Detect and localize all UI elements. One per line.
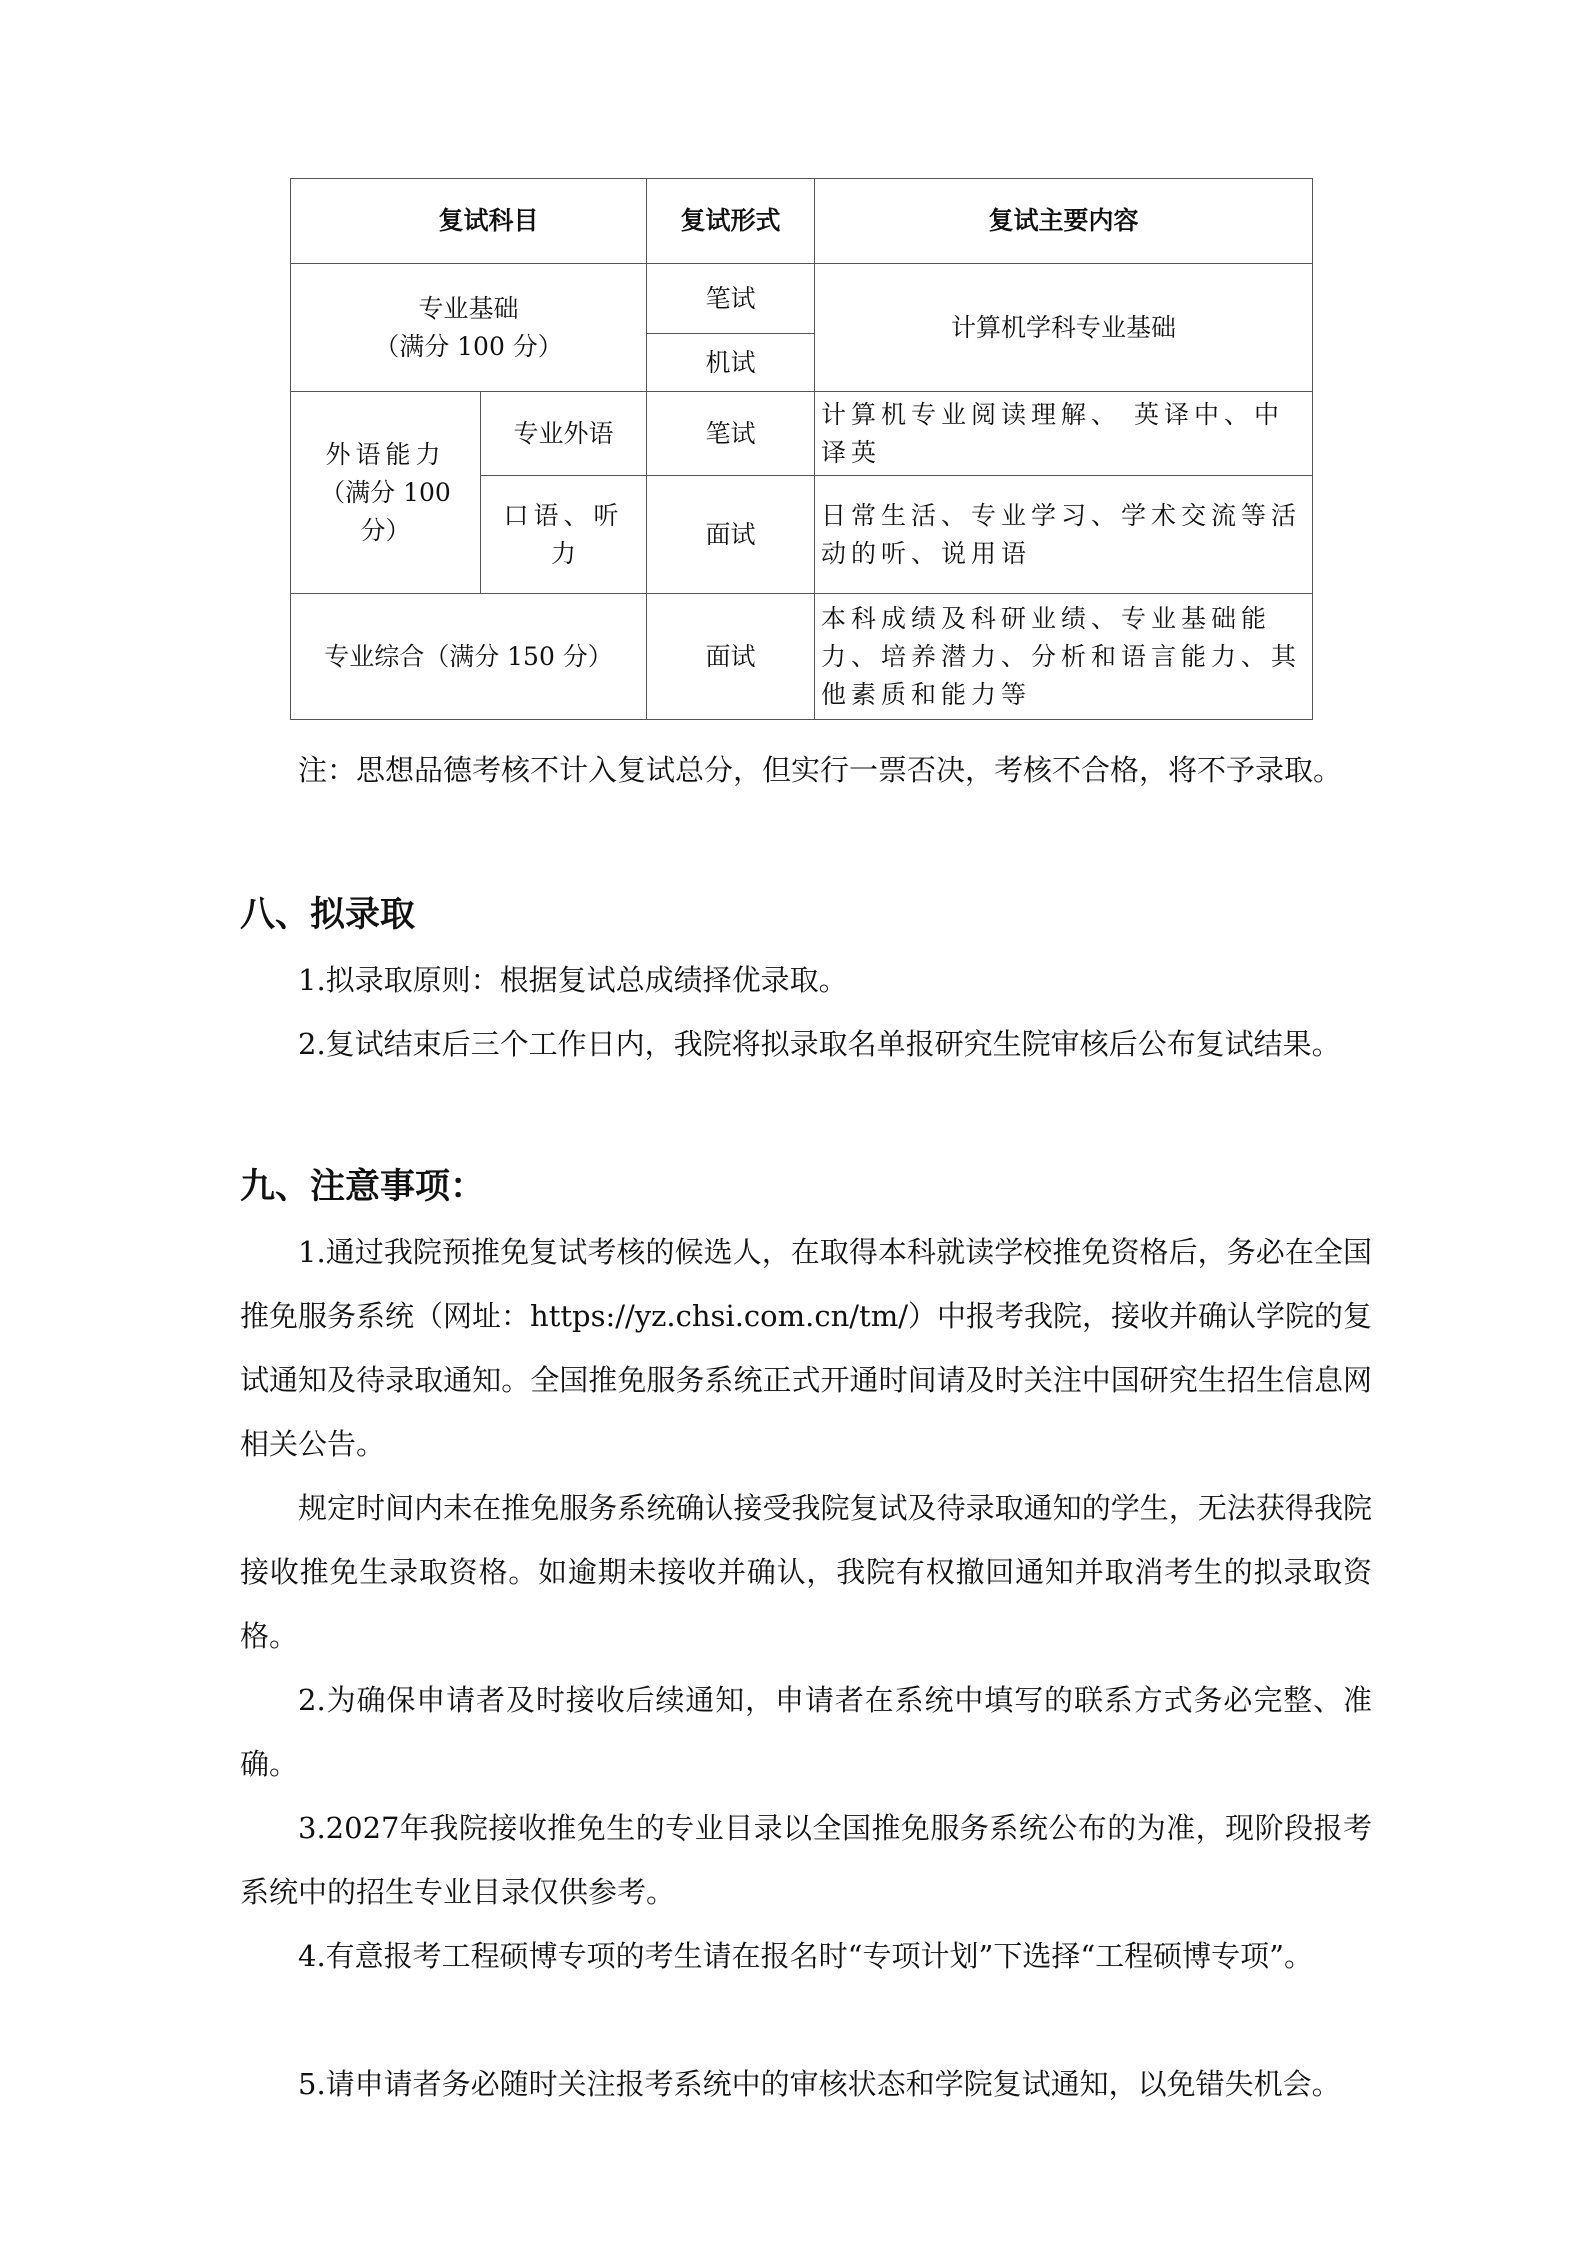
comprehensive-subject: 专业综合（满分 150 分）	[291, 594, 647, 720]
section9-item4: 4.有意报考工程硕博专项的考生请在报名时“专项计划”下选择“工程硕博专项”。	[298, 1939, 1313, 1973]
section8-item2: 2.复试结束后三个工作日内，我院将拟录取名单报研究生院审核后公布复试结果。	[298, 1027, 1341, 1061]
table-row	[291, 264, 1313, 334]
basic-form-written: 笔试	[647, 264, 815, 334]
header-subject: 复试科目	[291, 179, 647, 264]
language-sub1-form: 笔试	[647, 392, 815, 476]
language-sub2-name-cell	[481, 476, 647, 594]
basic-form-machine: 机试	[647, 334, 815, 392]
table-row	[291, 594, 1313, 720]
basic-content: 计算机学科专业基础	[815, 264, 1313, 392]
retest-subjects-table	[290, 178, 1313, 720]
language-sub1-name: 专业外语	[481, 392, 647, 476]
section8-item1: 1.拟录取原则：根据复试总成绩择优录取。	[298, 963, 848, 997]
table-row	[291, 392, 1313, 476]
comprehensive-form: 面试	[647, 594, 815, 720]
language-subject-score-end: 分）	[360, 515, 411, 545]
language-sub2-name-end: 力	[551, 538, 577, 568]
table-header-row	[291, 179, 1313, 264]
header-content: 复试主要内容	[815, 179, 1313, 264]
language-sub2-form: 面试	[647, 476, 815, 594]
section8-title: 八、拟录取	[240, 895, 416, 935]
basic-subject-name: 专业基础	[418, 293, 519, 323]
language-subject-score: （满分 100	[320, 477, 451, 507]
language-subject-name: 外语能力	[325, 439, 446, 469]
header-form: 复试形式	[647, 179, 815, 264]
language-sub1-content: 计算机专业阅读理解、 英译中、中译英	[815, 392, 1313, 476]
section9-item1b: 规定时间内未在推免服务系统确认接受我院复试及待录取通知的学生，无法获得我院接收推免生录取资格。如逾期未接收并确认，我院有权撤回通知并取消考生的拟录取资格。	[240, 1491, 1372, 1653]
section9-item2: 2.为确保申请者及时接收后续通知，申请者在系统中填写的联系方式务必完整、准确。	[240, 1683, 1372, 1781]
comprehensive-content: 本科成绩及科研业绩、专业基础能力、培养潜力、分析和语言能力、其他素质和能力等	[815, 594, 1313, 720]
basic-subject-score: （满分 100 分）	[374, 331, 563, 361]
section9-item1: 1.通过我院预推免复试考核的候选人，在取得本科就读学校推免资格后，务必在全国推免服务系统（网址：https://yz.chsi.com.cn/tm/）中报考我院，接收并确认学院的复试通知及待录取通知。全国推免服务系统正式开通时间请及时关注中国研究生招生信息网相关公告。	[240, 1235, 1372, 1461]
basic-subject-cell	[291, 264, 647, 392]
section9-item3: 3.2027年我院接收推免生的专业目录以全国推免服务系统公布的为准，现阶段报考系统中的招生专业目录仅供参考。	[240, 1811, 1372, 1909]
section9-item5: 5.请申请者务必随时关注报考系统中的审核状态和学院复试通知，以免错失机会。	[298, 2067, 1341, 2101]
language-sub2-content: 日常生活、专业学习、学术交流等活动的听、说用语	[815, 476, 1313, 594]
language-subject-cell	[291, 392, 481, 594]
language-sub2-name: 口语、听	[503, 500, 624, 530]
section9-title: 九、注意事项：	[240, 1167, 486, 1207]
table-note: 注：思想品德考核不计入复试总分，但实行一票否决，考核不合格，将不予录取。	[298, 753, 1343, 787]
